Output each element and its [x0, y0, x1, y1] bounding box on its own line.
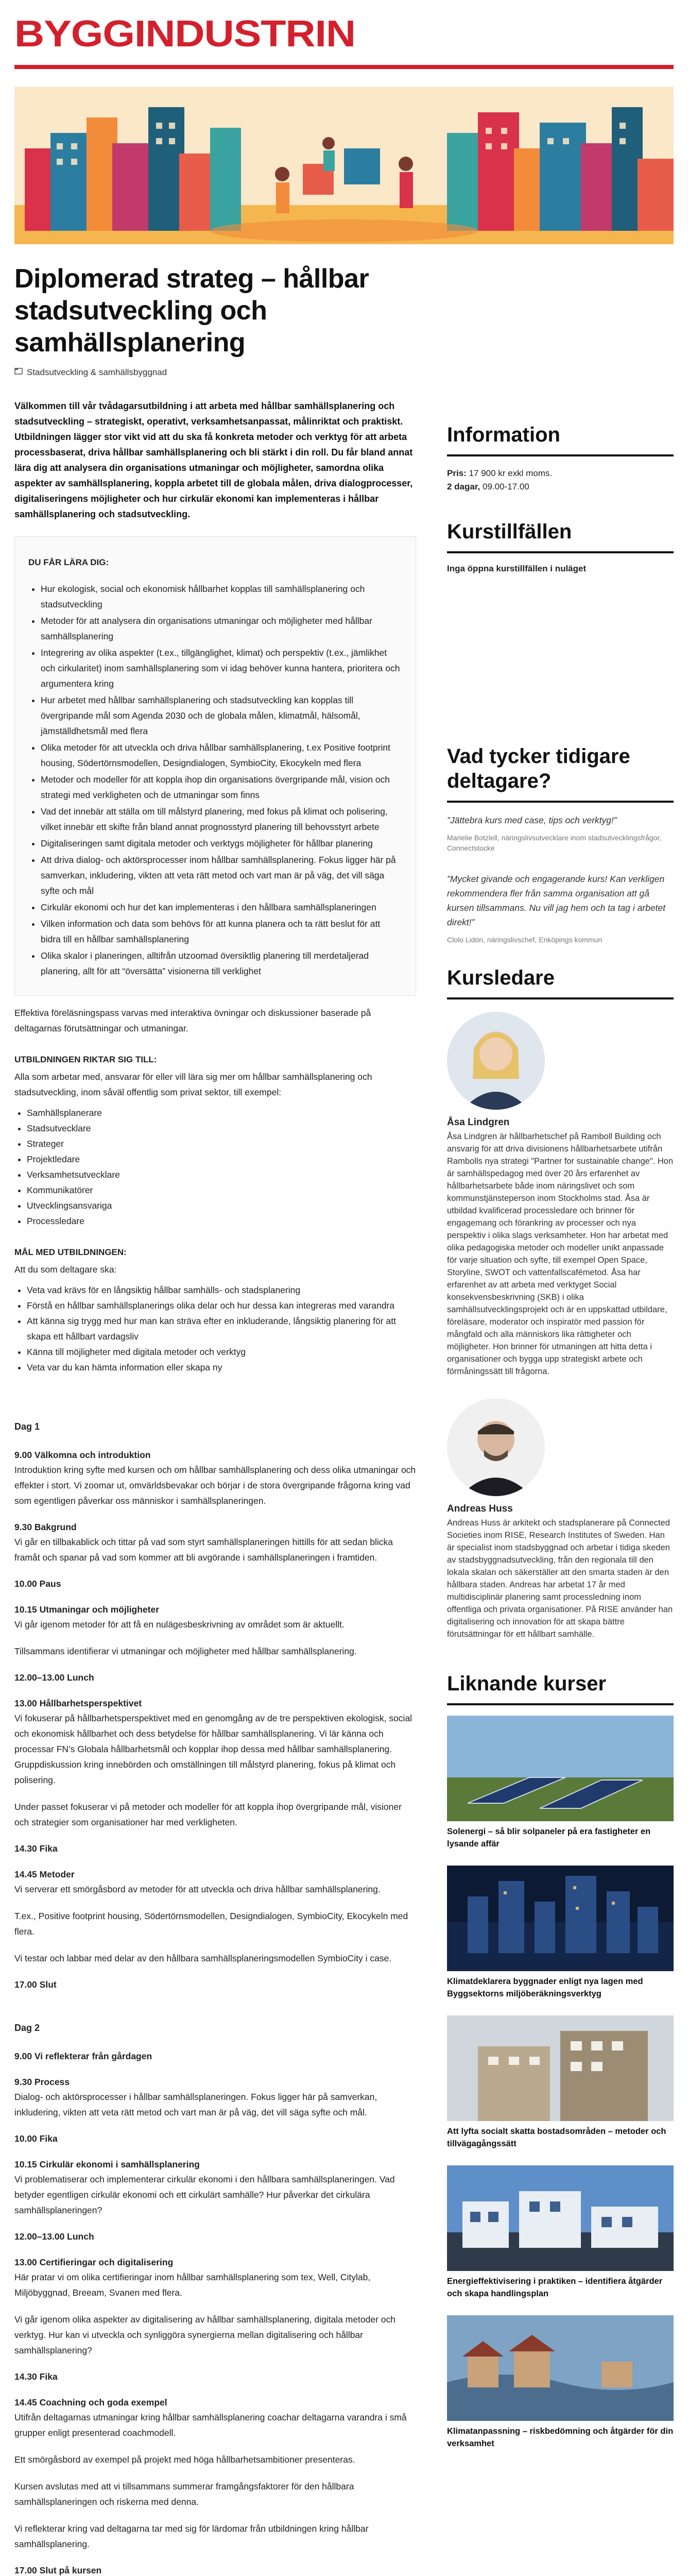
heading-rule	[447, 1703, 674, 1705]
related-course[interactable]	[447, 2315, 674, 2450]
list-item: • Att driva dialog- och aktörsprocesser inom hållbar samhällsplanering. Fokus ligger här på samverkan, inkludering, vikten att veta rätt metod och vart man är på väg, det vill säga syfte och mål	[41, 852, 402, 899]
schedule-desc: Vi testar och labbar med delar av den hållbara samhällsplaneringsmodellen SymbioCity i case.	[14, 1953, 392, 1963]
related-course[interactable]	[447, 2165, 674, 2300]
occasions-heading: Kurstillfällen	[447, 520, 572, 543]
list-item: • Metoder för att analysera din organisations utmaningar och möjligheter med hållbar samhällsplanering	[41, 613, 402, 644]
related-title[interactable]: Klimatdeklarera byggnader enligt nya lagen med Byggsektorns miljöberäkningsverktyg	[447, 1977, 643, 1998]
related-title[interactable]: Energieffektivisering i praktiken – identifiera åtgärder och skapa handlingsplan	[447, 2277, 663, 2298]
list-item: • Digitaliseringen samt digitala metoder och verktygs möjligheter för hållbar planering	[41, 836, 402, 851]
teachers-heading: Kursledare	[447, 967, 555, 989]
header-divider	[14, 65, 674, 69]
audience-heading: UTBILDNINGEN RIKTAR SIG TILL:	[14, 1055, 157, 1064]
schedule-desc: Ett smörgåsbord av exempel på projekt med höga hållbarhetsambitioner presenteras.	[14, 2454, 355, 2465]
price-value: 17 900 kr exkl moms.	[469, 468, 553, 478]
schedule-title: 9.00 Vi reflekterar från gårdagen	[14, 2051, 152, 2061]
schedule-desc: T.ex., Positive footprint housing, Södertörnsmodellen, Designdialogen, SymbioCity, Ekocykeln med flera.	[14, 1911, 408, 1937]
list-item: • Hur ekologisk, social och ekonomisk hållbarhet kopplas till samhällsplanering och stadsutveckling	[41, 581, 402, 612]
audience-list	[14, 1105, 416, 1229]
category-row	[14, 367, 416, 378]
schedule-title: 9.00 Välkomna och introduktion	[14, 1450, 151, 1460]
list-item: • Processledare	[27, 1213, 416, 1229]
list-item: • Vilken information och data som behövs för att kunna planera och ta rätt beslut för att bidra till en hållbar samhällsplanering	[41, 916, 402, 947]
list-item: • Verksamhetsutvecklare	[27, 1167, 416, 1182]
schedule-title: 9.30 Process	[14, 2077, 70, 2087]
schedule-title: 10.15 Cirkulär ekonomi i samhällsplanering	[14, 2159, 200, 2170]
related-title[interactable]: Solenergi – så blir solpaneler på era fastigheter en lysande affär	[447, 1827, 651, 1849]
schedule-desc: Här pratar vi om olika certifieringar inom hållbar samhällsplanering som tex, Well, Citylab, Miljöbyggnad, Breeam, Svanen med flera.	[14, 2272, 371, 2298]
schedule-desc: Kursen avslutas med att vi tillsammans summerar framgångsfaktorer för den hållbara samhällsplaneringen och riskerna med denna.	[14, 2481, 354, 2507]
schedule-desc: Vi reflekterar kring vad deltagarna tar med sig för lärdomar från utbildningen kring hållbar samhällsplanering.	[14, 2523, 369, 2549]
duration-label: 2 dagar,	[447, 482, 480, 492]
list-item: • Utvecklingsansvariga	[27, 1198, 416, 1213]
schedule-title: 10.00 Fika	[14, 2133, 58, 2144]
list-item: • Integrering av olika aspekter (t.ex., tillgänglighet, klimat) och perspektiv (t.ex., jämlikhet och cirkularitet) inom samhällsplanering som vi idag behöver kunna hantera, prioritera och argumentera kring	[41, 645, 402, 691]
schedule-title: 17.00 Slut	[14, 1979, 57, 1990]
day1-heading: Dag 1	[14, 1421, 40, 1432]
teacher-name: Andreas Huss	[447, 1503, 513, 1514]
list-item: • Olika metoder för att utveckla och driva hållbar samhällsplanering, t.ex Positive footprint housing, Södertörnsmodellen, Designdialogen, SymbioCity, Ekocykeln med flera	[41, 740, 402, 771]
category-icon	[14, 367, 23, 378]
teacher-bio: Andreas Huss är arkitekt och stadsplanerare på Connected Societies inom RISE, Research Institutes of Sweden. Han är specialist inom stadsbyggnad och arbetar i tidiga skeden av stadsbyggnadsutveckling, från den regionala till den lokala skalan och säkerställer att den smarta staden är den hållbara staden. Andreas har arbetat 17 år med multidisciplinär planering samt processledning inom offentliga och privata organisationer. På RISE använder han digitalisering och innovation för att skapa bättre förutsättningar för ett hållbart samhälle.	[447, 1518, 673, 1639]
related-image[interactable]	[447, 2315, 674, 2421]
teacher-card	[447, 1398, 674, 1640]
list-item: • Projektledare	[27, 1151, 416, 1167]
methods-text: Effektiva föreläsningspass varvas med interaktiva övningar och diskussioner baserade på deltagarnas förutsättningar och utmaningar.	[14, 1008, 371, 1033]
teacher-card	[447, 1012, 674, 1378]
learn-heading: DU FÅR LÄRA DIG:	[28, 557, 109, 567]
schedule-desc: Vi går igenom metoder för att få en nulägesbeskrivning av området som är aktuellt.	[14, 1619, 345, 1630]
site-logo[interactable]: BYGGINDUSTRIN	[14, 13, 355, 55]
list-item: • Kommunikatörer	[27, 1182, 416, 1198]
list-item: • Veta var du kan hämta information eller skapa ny	[27, 1360, 416, 1375]
teacher-bio: Åsa Lindgren är hållbarhetschef på Ramboll Building och ansvarig för att driva divisionens hållbarhetsarbete utifrån Rambolls nya strategi "Partner for sustainable change". Hon är samhällspedagog med över 20 års erfarenhet av hållbarhetsarbete både inom näringslivet och som kommunstjänsteperson inom Stockholms stad. Åsa är utbildad kvalificerad processledare och brinner för engagemang och förankring av processer och nya perspektiv i olika slags verksamheter. Hon har arbetat med olika pedagogiska metoder och modeller unikt anpassade för varje situation och syfte, till exempel Open Space, Storyline, SWOT och vattenfallscafémetod. Åsa har erfarenhet av att arbeta med verktyget Social konsekvensbeskrivning (SKB) i olika samhällsutvecklingsprojekt och är en uppskattad utbildare, föreläsare, moderator och inspiratör med passion för mångfald och alla människors lika rättigheter och möjligheter. Hon brinner för utmaningen att hitta detta i organisationer och bygga upp strategiskt arbete och förmåningssätt till frågorna.	[447, 1132, 674, 1376]
testimonial-quote: ”Mycket givande och engagerande kurs! Kan verkligen rekommendera fler från samma organisation att gå kursen tillsammans. Nu vill jag hem och ta tag i arbetet direkt!”	[447, 874, 666, 927]
testimonial-author: Marielie Botzlell, näringslivsutvecklare inom stadsutvecklingsfrågor, Connectstocke	[447, 834, 662, 852]
schedule-title: 10.00 Paus	[14, 1579, 61, 1589]
heading-rule	[447, 454, 674, 456]
related-image[interactable]	[447, 2165, 674, 2271]
price-row	[447, 467, 674, 480]
category-link[interactable]: Stadsutveckling & samhällsbyggnad	[27, 367, 167, 377]
schedule-title: 14.30 Fika	[14, 2371, 58, 2382]
list-item: • Samhällsplanerare	[27, 1105, 416, 1121]
duration-value: 09.00-17.00	[483, 482, 529, 492]
schedule-title: 14.30 Fika	[14, 1843, 58, 1854]
related-course[interactable]	[447, 1716, 674, 1850]
schedule-desc: Vi går igenom olika aspekter av digitalisering av hållbar samhällsplanering, digitala metoder och verktyg. Hur kan vi utveckla och synliggöra synergierna mellan digitalisering och hållbar samhällsplanering?	[14, 2314, 395, 2355]
related-course[interactable]	[447, 2015, 674, 2150]
schedule-desc: Vi serverar ett smörgåsbord av metoder för att utveckla och driva hållbar samhällsplanering.	[14, 1884, 381, 1894]
testimonials-list	[447, 813, 674, 945]
audience-intro: Alla som arbetar med, ansvarar för eller vill lära sig mer om hållbar samhällsplanering och stadsutveckling, inom såväl offentlig som privat sektor, till exempel:	[14, 1072, 372, 1097]
schedule-desc: Introduktion kring syfte med kursen och om hållbar samhällsplanering och dess olika utmaningar och effekter i stort. Vi zoomar ut, omvärldsbevakar och börjar i de stora övergripande frågorna kring vad som egentligen påverkar oss människor i samhällsplaneringen.	[14, 1465, 416, 1506]
schedule-desc: Vi går en tillbakablick och tittar på vad som styrt samhällsplaneringen hittills för att sedan blicka framåt och spanar på vad som kommer att bli avgörande i samhällsplaneringen i framtiden.	[14, 1537, 393, 1563]
avatar	[447, 1012, 545, 1110]
teacher-name: Åsa Lindgren	[447, 1117, 510, 1128]
related-course[interactable]	[447, 1866, 674, 2000]
schedule-title: 14.45 Metoder	[14, 1869, 75, 1879]
heading-rule	[447, 801, 674, 803]
list-item: • Känna till möjligheter med digitala metoder och verktyg	[27, 1344, 416, 1360]
testimonials-heading: Vad tycker tidigare deltagare?	[447, 745, 630, 792]
heading-rule	[447, 997, 674, 999]
goals-intro: Att du som deltagare ska:	[14, 1264, 117, 1275]
schedule-title: 12.00–13.00 Lunch	[14, 2231, 94, 2242]
related-heading: Liknande kurser	[447, 1672, 607, 1695]
avatar	[447, 1398, 545, 1496]
schedule-title: 14.45 Coachning och goda exempel	[14, 2397, 167, 2408]
list-item: • Olika skalor i planeringen, alltifrån utzoomad översiktlig planering till merdetaljerad planering, allt för att “översätta” visionerna till verklighet	[41, 948, 402, 979]
list-item: • Stadsutvecklare	[27, 1121, 416, 1136]
price-label: Pris:	[447, 468, 467, 478]
hero-illustration	[14, 87, 674, 244]
day1-schedule	[14, 1448, 416, 1992]
list-item: • Hur arbetet med hållbar samhällsplanering och stadsutveckling kan kopplas till övergripande mål som Agenda 2030 och de globala målen, klimatmål, hälsomål, jämställdhetsmål med flera	[41, 692, 402, 739]
related-image[interactable]	[447, 2015, 674, 2121]
schedule-desc: Vi problematiserar och implementerar cirkulär ekonomi i den hållbara samhällsplaneringen. Vad betyder egentligen cirkulär ekonomi och ett cirkulärt samhälle? Hur påverkar det cirkulära samhällsplaneringen?	[14, 2174, 395, 2215]
day2-schedule	[14, 2049, 416, 2576]
schedule-title: 13.00 Hållbarhetsperspektivet	[14, 1698, 142, 1708]
list-item: • Veta vad krävs för en långsiktig hållbar samhälls- och stadsplanering	[27, 1282, 416, 1298]
related-image[interactable]	[447, 1866, 674, 1971]
list-item: • Cirkulär ekonomi och hur det kan implementeras i den hållbara samhällsplaneringen	[41, 900, 402, 915]
article-title: Diplomerad strateg – hållbar stadsutveckling och samhällsplanering	[14, 264, 369, 358]
goals-heading: MÅL MED UTBILDNINGEN:	[14, 1247, 127, 1257]
day2-heading: Dag 2	[14, 2023, 40, 2033]
schedule-desc: Dialog- och aktörsprocesser i hållbar samhällsplaneringen. Fokus ligger här på samverkan, inkludering, vikten att veta rätt metod och vart man är på väg, det vill säga syfte och mål.	[14, 2092, 377, 2117]
info-block	[447, 467, 674, 494]
list-item: • Förstå en hållbar samhällsplanerings olika delar och hur dessa kan integreras med varandra	[27, 1298, 416, 1313]
schedule-title: 10.15 Utmaningar och möjligheter	[14, 1604, 160, 1615]
schedule-title: 13.00 Certifieringar och digitalisering	[14, 2257, 174, 2267]
list-item: • Vad det innebär att ställa om till målstyrd planering, med fokus på klimat och polisering, vilket innebär ett skifte från bland annat prognosstyrd planering till behovsstyrt arbete	[41, 804, 402, 835]
schedule-desc: Utifrån deltagarnas utmaningar kring hållbar samhällsplanering coachar deltagarna varandra i små grupper enligt presenterad coachmodell.	[14, 2412, 407, 2438]
article-main	[14, 263, 416, 2576]
testimonial-quote: ”Jättebra kurs med case, tips och verktyg!”	[447, 815, 617, 825]
list-item: • Metoder och modeller för att koppla ihop din organisations övergripande mål, vision och strategi med verkligheten och de utmaningar som finns	[41, 772, 402, 803]
related-title[interactable]: Klimatanpassning – riskbedömning och åtgärder för din verksamhet	[447, 2427, 674, 2448]
info-heading: Information	[447, 423, 560, 446]
related-list	[447, 1716, 674, 2450]
schedule-title: 9.30 Bakgrund	[14, 1522, 77, 1532]
schedule-desc: Tillsammans identifierar vi utmaningar och möjligheter med hållbar samhällsplanering.	[14, 1646, 357, 1656]
schedule-title: 17.00 Slut på kursen	[14, 2565, 102, 2575]
list-item: • Strateger	[27, 1136, 416, 1151]
list-item: • Att känna sig trygg med hur man kan sträva efter en inkluderande, långsiktig planering för att skapa ett hållbart vardagsliv	[27, 1313, 416, 1344]
related-image[interactable]	[447, 1716, 674, 1821]
sidebar	[447, 422, 674, 2465]
goals-list	[14, 1282, 416, 1375]
testimonial-author: Clolo Lidön, näringslivschef, Enköpings kommun	[447, 936, 603, 944]
occasions-empty: Inga öppna kurstillfällen i nuläget	[447, 564, 587, 573]
schedule-desc: Under passet fokuserar vi på metoder och modeller för att koppla ihop övergripande mål, visioner och strategier som organisationer har med verkligheten.	[14, 1802, 402, 1827]
related-title[interactable]: Att lyfta socialt skatta bostadsområden – metoder och tillvägagångssätt	[447, 2127, 666, 2148]
learn-box	[14, 536, 416, 996]
schedule-desc: Vi fokuserar på hållbarhetsperspektivet med en genomgång av de tre perspektiven ekologisk, social och ekonomisk hållbarhet och dess betydelse för hållbar samhällsplanering. Vi lär känna och processar FN’s Globala hållbarhetsmål och kopplar ihop dessa med hållbar samhällsplanering. Gruppdiskussion kring innebörden och omställningen till målstyrd planering, fokus på klimat och polisering.	[14, 1713, 412, 1785]
duration-row	[447, 480, 674, 494]
heading-rule	[447, 551, 674, 553]
schedule-title: 12.00–13.00 Lunch	[14, 1672, 94, 1683]
article-lead: Välkommen till vår tvådagarsutbildning i att arbeta med hållbar samhällsplanering och stadsutveckling – strategiskt, operativt, verksamhetsanpassat, målinriktat och praktiskt. Utbildningen lägger stor vikt vid att du ska få konkreta metoder och verktyg för att arbeta processbaserat, driva hållbar samhällsplanering och bli stärkt i din roll. Du får bland annat lära dig att analysera din organisations utmaningar och möjligheter, samordna olika aspekter av samhällsplanering, koppla arbetet till de globala målen, driva dialogprocesser, digitaliseringens möjligheter och hur cirkulär ekonomi kan implementeras i hållbar samhällsplanering och stadsutveckling.	[14, 401, 413, 519]
learn-list	[28, 581, 402, 979]
